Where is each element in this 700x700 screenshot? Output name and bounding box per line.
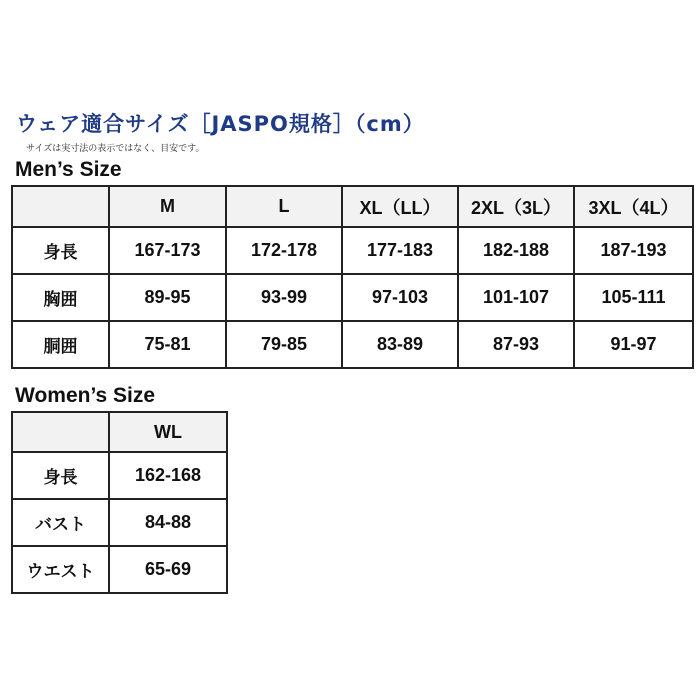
table-header-row [12, 412, 227, 452]
table-cell: 91-97 [574, 321, 693, 368]
table-cell: 89-95 [109, 274, 226, 321]
mens-size-table [11, 185, 694, 369]
table-cell: 101-107 [458, 274, 574, 321]
mens-size-heading: Men’s Size [15, 158, 122, 181]
table-cell: 93-99 [226, 274, 342, 321]
column-header-wl: WL [109, 412, 227, 452]
table-row [12, 546, 227, 593]
womens-size-heading: Women’s Size [15, 384, 156, 407]
column-header-xl: XL（LL） [342, 186, 458, 227]
row-label-height: 身長 [12, 452, 109, 499]
page-title: ウェア適合サイズ［JASPO規格］（cm） [16, 112, 425, 136]
column-header-m: M [109, 186, 226, 227]
row-label-bust: バスト [12, 499, 109, 546]
column-header-3xl: 3XL（4L） [574, 186, 693, 227]
row-label-waist: ウエスト [12, 546, 109, 593]
column-header-2xl: 2XL（3L） [458, 186, 574, 227]
table-cell: 97-103 [342, 274, 458, 321]
row-label-height: 身長 [12, 227, 109, 274]
row-label-chest: 胸囲 [12, 274, 109, 321]
table-row [12, 452, 227, 499]
table-cell: 162-168 [109, 452, 227, 499]
table-cell: 75-81 [109, 321, 226, 368]
table-row [12, 499, 227, 546]
table-cell: 172-178 [226, 227, 342, 274]
table-row [12, 274, 693, 321]
row-label-waist: 胴囲 [12, 321, 109, 368]
table-row [12, 227, 693, 274]
table-cell: 105-111 [574, 274, 693, 321]
column-header-l: L [226, 186, 342, 227]
table-cell: 187-193 [574, 227, 693, 274]
table-corner-cell [12, 186, 109, 227]
table-corner-cell [12, 412, 109, 452]
womens-size-table [11, 411, 228, 594]
table-cell: 79-85 [226, 321, 342, 368]
table-cell: 84-88 [109, 499, 227, 546]
table-cell: 87-93 [458, 321, 574, 368]
table-header-row [12, 186, 693, 227]
table-cell: 182-188 [458, 227, 574, 274]
table-cell: 167-173 [109, 227, 226, 274]
table-cell: 177-183 [342, 227, 458, 274]
table-cell: 83-89 [342, 321, 458, 368]
table-cell: 65-69 [109, 546, 227, 593]
size-note: サイズは実寸法の表示ではなく、目安です。 [26, 144, 205, 154]
table-row [12, 321, 693, 368]
